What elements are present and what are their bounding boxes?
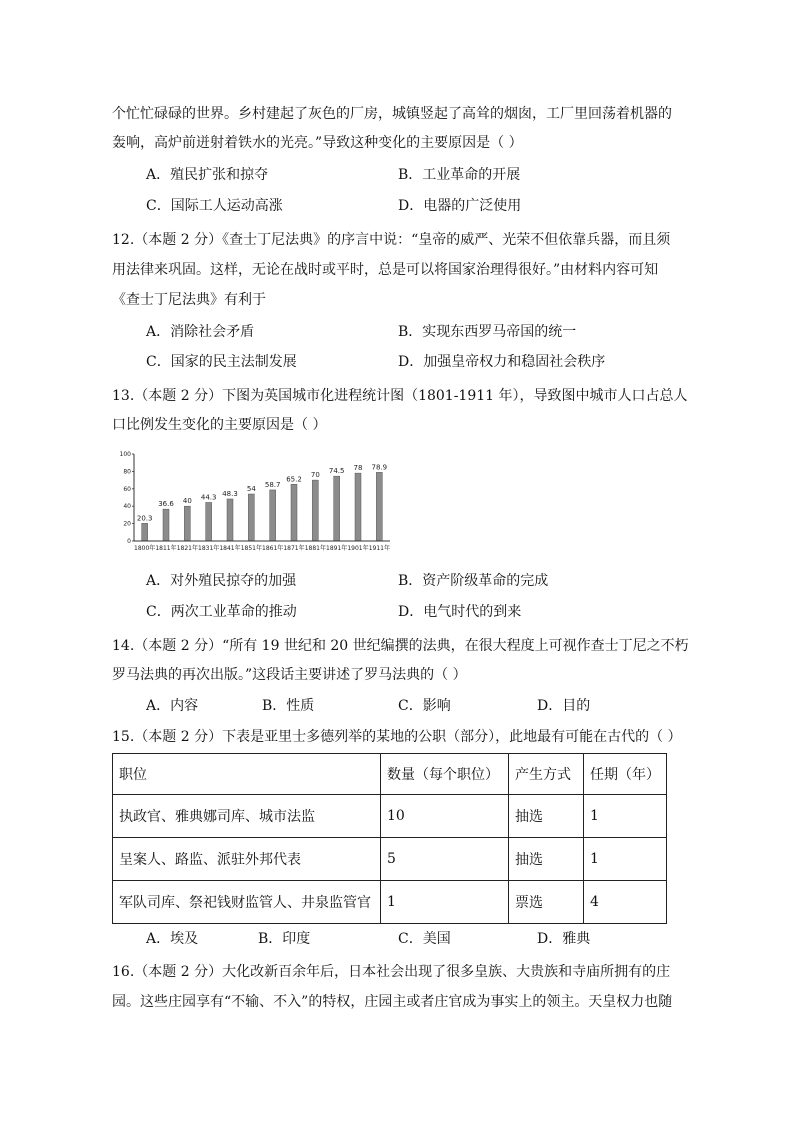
q11-option-c[interactable]: C．国际工人运动高涨 [146, 198, 283, 214]
bar-value-label: 44.3 [200, 493, 217, 502]
y-tick-label: 0 [127, 538, 131, 545]
bar-value-label: 78 [353, 464, 363, 473]
q14-option-c[interactable]: C．影响 [398, 698, 451, 714]
table-row [113, 838, 667, 881]
table-header-cell: 数量（每个职位） [381, 754, 509, 795]
bar [163, 509, 169, 541]
q12-line-3: 《查士丁尼法典》有利于 [112, 292, 266, 308]
bar [227, 499, 233, 541]
bar [376, 472, 382, 541]
bar [312, 480, 318, 541]
y-tick-label: 80 [123, 468, 131, 476]
y-tick-label: 100 [119, 451, 131, 458]
x-tick-label: 1841年 [219, 545, 241, 552]
table-row [113, 881, 667, 924]
table-cell: 抽选 [509, 838, 584, 881]
x-tick-label: 1831年 [198, 545, 220, 552]
table-cell: 1 [584, 795, 667, 838]
table-cell: 5 [381, 838, 509, 881]
bar-value-label: 40 [182, 497, 192, 506]
q13-option-a[interactable]: A．对外殖民掠夺的加强 [146, 573, 297, 589]
q15-option-c[interactable]: C．美国 [398, 931, 451, 947]
table-cell: 4 [584, 881, 667, 924]
bars [142, 472, 383, 541]
q12-option-d[interactable]: D．加强皇帝权力和稳固社会秩序 [398, 354, 606, 370]
table-cell: 军队司库、祭祀钱财监管人、井泉监管官 [113, 881, 381, 924]
q15-option-b[interactable]: B．印度 [258, 931, 311, 947]
bar-value-label: 36.6 [158, 500, 174, 509]
x-tick-label: 1881年 [304, 545, 326, 552]
table-cell: 1 [381, 881, 509, 924]
q13-option-c[interactable]: C．两次工业革命的推动 [146, 604, 297, 620]
bar [270, 490, 276, 541]
urbanization-chart-svg [112, 448, 397, 560]
table-header-row [113, 754, 667, 795]
bar [291, 484, 297, 541]
y-tick-label: 60 [123, 485, 131, 493]
table-header-cell: 产生方式 [509, 754, 584, 795]
bar-value-label: 74.5 [328, 467, 345, 476]
table-cell: 票选 [509, 881, 584, 924]
q15-line-1: 15.（本题 2 分）下表是亚里士多德列举的某地的公职（部分），此地最有可能在古代的（ ） [112, 729, 682, 745]
x-tick-label: 1811年 [155, 545, 177, 552]
q14-option-a[interactable]: A．内容 [146, 698, 199, 714]
x-tick-label: 1861年 [262, 545, 284, 552]
table-cell: 抽选 [509, 795, 584, 838]
q14-option-b[interactable]: B．性质 [262, 698, 315, 714]
y-tick-label: 20 [123, 520, 131, 528]
q14-line-2: 罗马法典的再次出版。”这段话主要讲述了罗马法典的（ ） [112, 667, 467, 683]
bar-value-label: 78.9 [371, 463, 388, 472]
bar-value-label: 54 [246, 485, 256, 494]
q13-line-1: 13.（本题 2 分）下图为英国城市化进程统计图（1801-1911 年），导致图中城市人口占总人 [112, 388, 688, 404]
urbanization-chart [112, 448, 397, 560]
table-row [113, 795, 667, 838]
bar [142, 523, 148, 541]
q14-option-d[interactable]: D．目的 [537, 698, 591, 714]
q12-option-b[interactable]: B．实现东西罗马帝国的统一 [398, 324, 577, 340]
q16-line-1: 16.（本题 2 分）大化改新百余年后，日本社会出现了很多皇族、大贵族和寺庙所拥有的庄 [112, 964, 671, 980]
q13-line-2: 口比例发生变化的主要原因是（ ） [112, 417, 327, 433]
x-tick-label: 1911年 [368, 545, 390, 552]
y-axis-ticks [120, 451, 134, 545]
q15-option-a[interactable]: A．埃及 [146, 931, 199, 947]
bar [355, 473, 361, 541]
q13-option-b[interactable]: B．资产阶级革命的完成 [398, 573, 549, 589]
bar [184, 506, 190, 541]
table-header-cell: 职位 [113, 754, 381, 795]
table-cell: 10 [381, 795, 509, 838]
x-axis-ticks [134, 544, 390, 552]
x-tick-label: 1800年 [134, 545, 156, 552]
q12-option-c[interactable]: C．国家的民主法制发展 [146, 354, 297, 370]
bar-value-label: 65.2 [286, 475, 302, 484]
bar [248, 494, 254, 541]
table-cell: 执政官、雅典娜司库、城市法监 [113, 795, 381, 838]
table-header-cell: 任期（年） [584, 754, 667, 795]
x-tick-label: 1871年 [283, 545, 305, 552]
table-cell: 1 [584, 838, 667, 881]
q14-line-1: 14.（本题 2 分）“所有 19 世纪和 20 世纪编撰的法典，在很大程度上可视作查士丁尼之不朽 [112, 638, 689, 654]
x-tick-label: 1851年 [240, 545, 262, 552]
value-labels [137, 463, 387, 522]
x-tick-label: 1901年 [347, 545, 369, 552]
bar [334, 476, 340, 541]
q15-option-d[interactable]: D．雅典 [537, 931, 591, 947]
q12-line-1: 12.（本题 2 分）《查士丁尼法典》的序言中说：“皇帝的威严、光荣不但依靠兵器，而且须 [112, 232, 671, 248]
x-tick-label: 1821年 [176, 545, 198, 552]
q11-option-b[interactable]: B．工业革命的开展 [398, 167, 521, 183]
q12-option-a[interactable]: A．消除社会矛盾 [146, 324, 255, 340]
q12-line-2: 用法律来巩固。这样，无论在战时或平时，总是可以将国家治理得很好。”由材料内容可知 [112, 262, 659, 278]
y-tick-label: 40 [123, 503, 131, 511]
bar-value-label: 58.7 [264, 480, 281, 489]
q16-line-2: 园。这些庄园享有“不输、不入”的特权，庄园主或者庄官成为事实上的领主。天皇权力也随 [112, 994, 673, 1010]
bar-value-label: 70 [310, 471, 320, 480]
q11-option-d[interactable]: D．电器的广泛使用 [398, 198, 522, 214]
bar-value-label: 20.3 [136, 514, 153, 523]
table-cell: 呈案人、路监、派驻外邦代表 [113, 838, 381, 881]
bar-value-label: 48.3 [222, 489, 238, 498]
x-tick-label: 1891年 [326, 545, 348, 552]
q11-line-1: 个忙忙碌碌的世界。乡村建起了灰色的厂房，城镇竖起了高耸的烟囱，工厂里回荡着机器的 [112, 106, 672, 122]
offices-table [112, 753, 667, 924]
q13-option-d[interactable]: D．电气时代的到来 [398, 604, 522, 620]
q11-line-2: 轰响，高炉前迸射着铁水的光亮。”导致这种变化的主要原因是（ ） [112, 135, 523, 151]
bar [206, 502, 212, 541]
q11-option-a[interactable]: A．殖民扩张和掠夺 [146, 167, 269, 183]
